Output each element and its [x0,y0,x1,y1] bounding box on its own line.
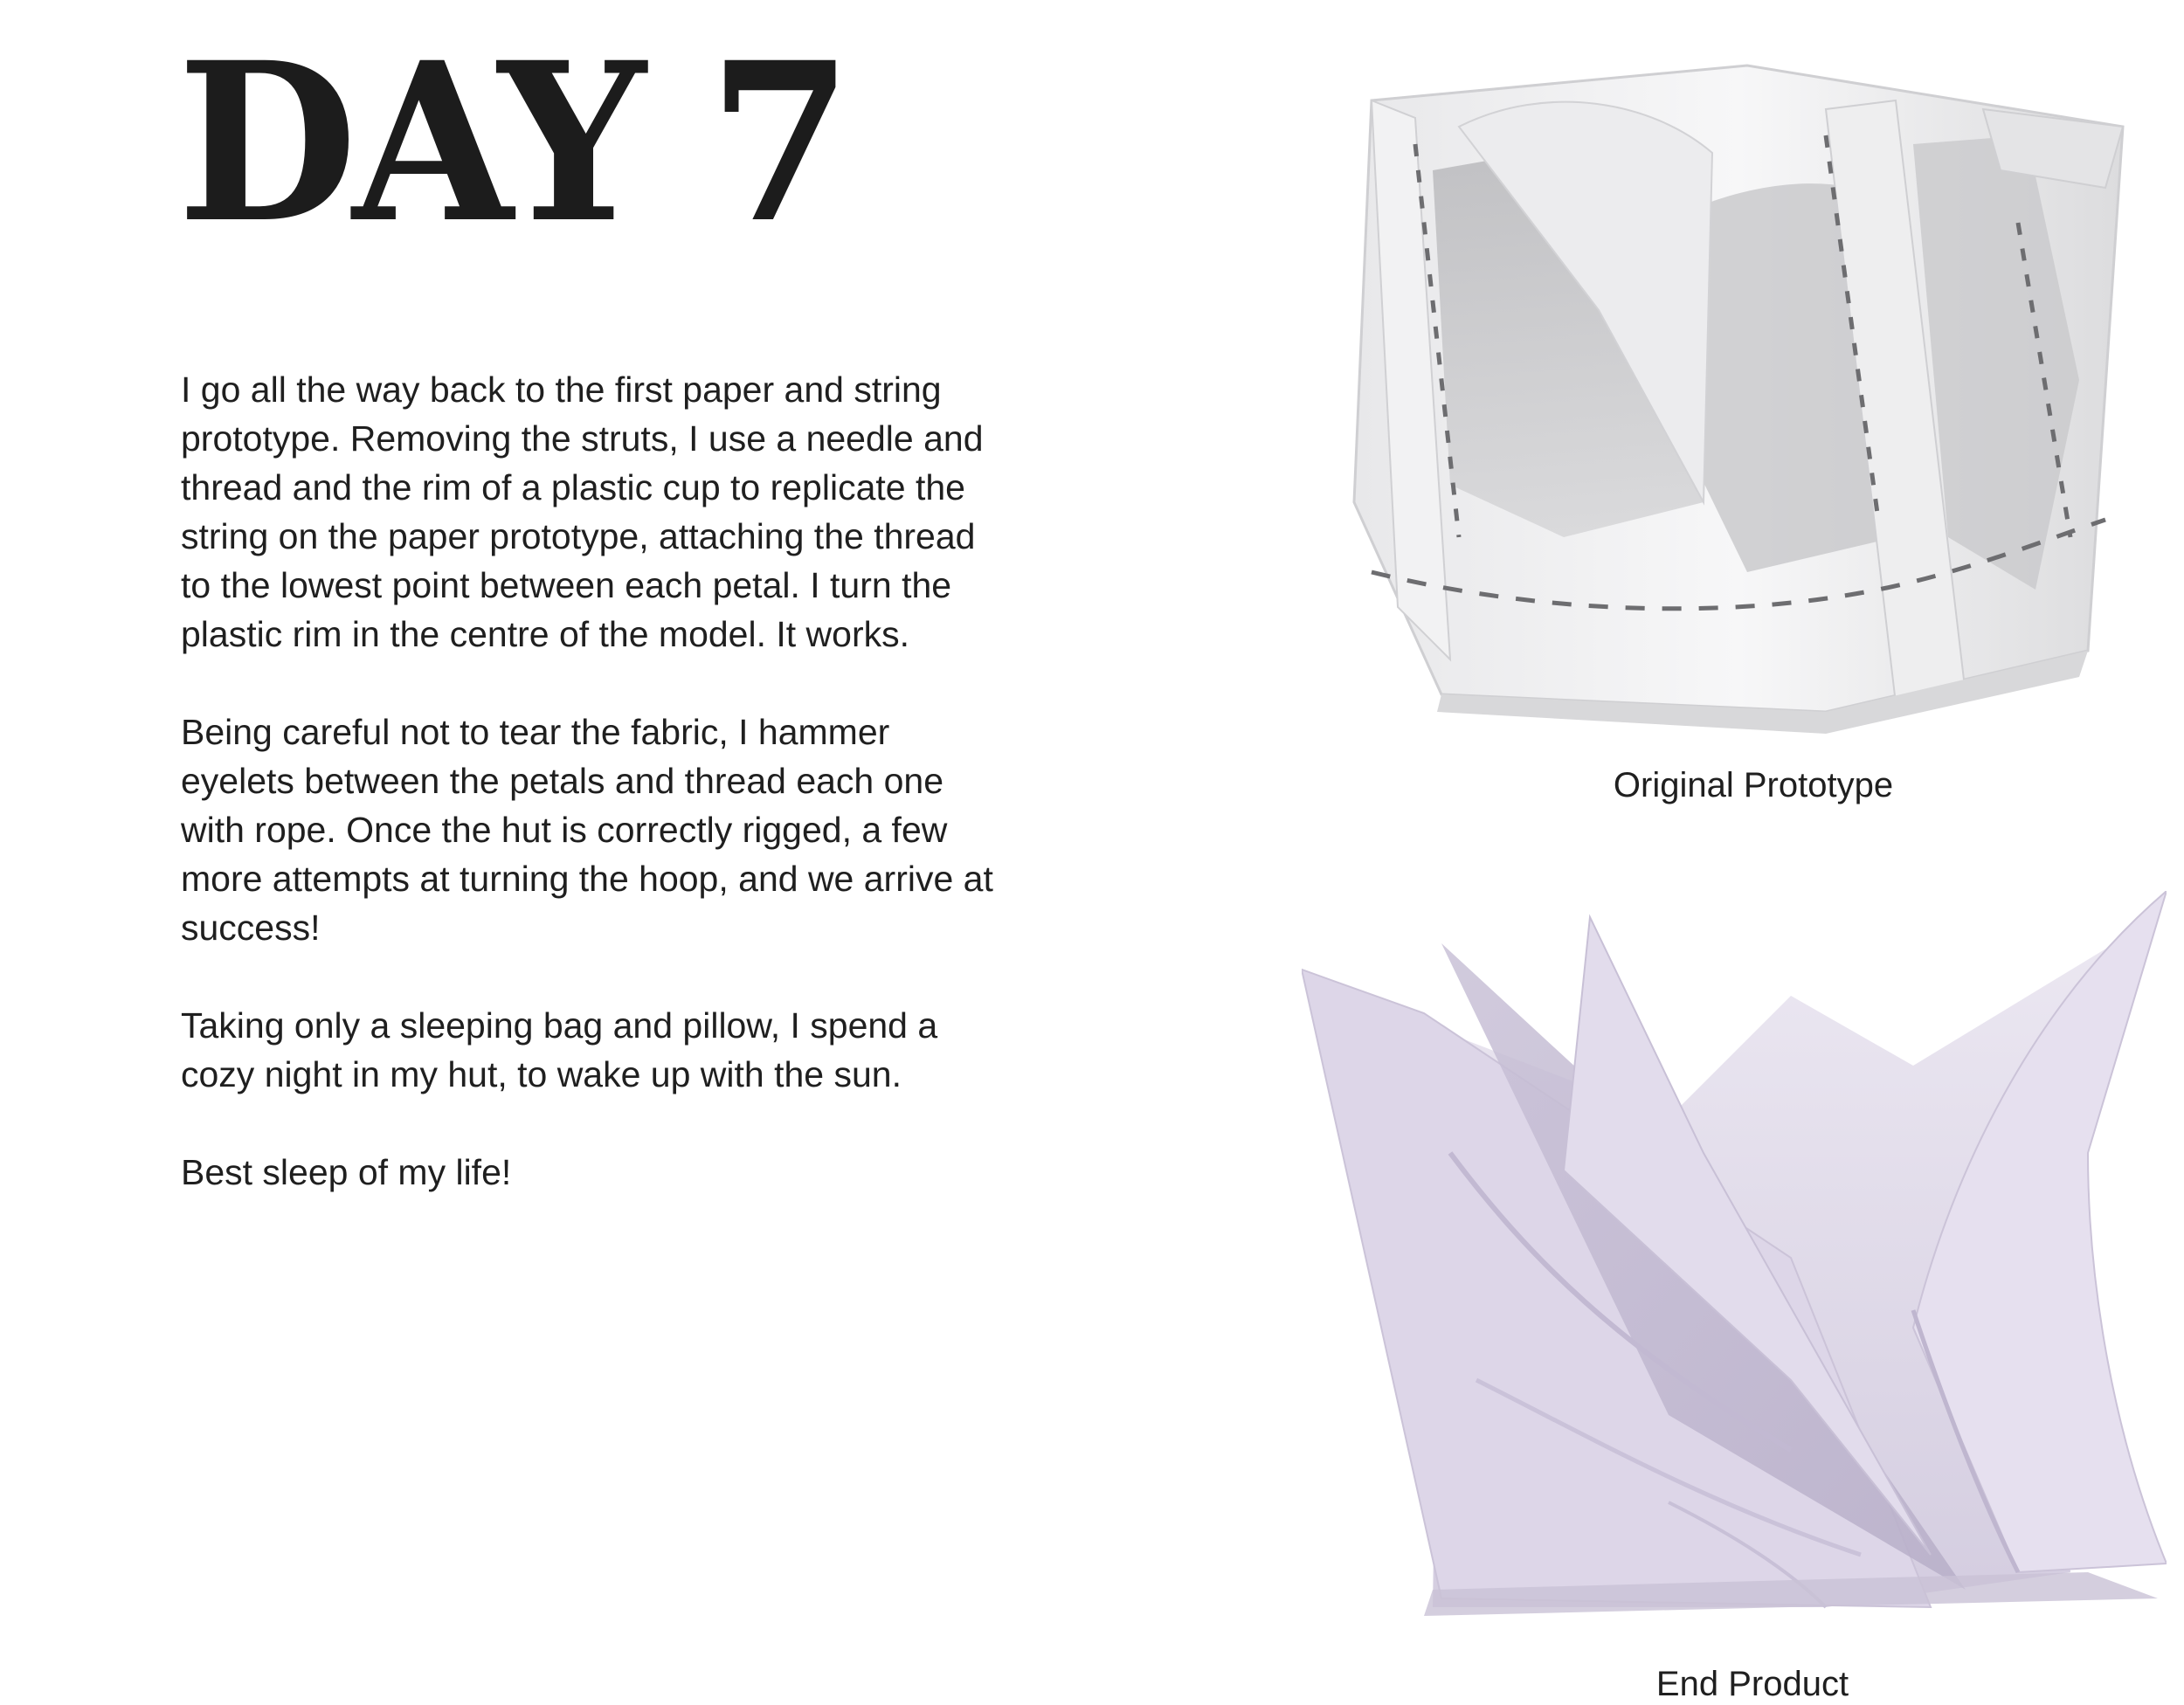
page-title: DAY 7 [177,14,848,271]
paragraph-3: Taking only a sleeping bag and pillow, I spend a cozy night in my hut, to wake up with the sun. [181,1005,938,1094]
prototype-caption: Original Prototype [1613,766,1894,804]
paper-prototype-illustration [1337,48,2140,738]
paragraph-2: Being careful not to tear the fabric, I hammer eyelets between the petals and thread each one with rope. Once the hut is correctly rigged, a few more attempts at turning the hoop, and we arrive at success! [181,712,993,948]
paragraph-4: Best sleep of my life! [181,1152,512,1192]
prototype-image [1337,48,2140,738]
fabric-hut-illustration [1302,891,2167,1625]
body-text [181,365,1002,1246]
paragraph-1: I go all the way back to the first paper and string prototype. Removing the struts, I use a needle and thread and the rim of a plastic cup to replicate the string on the paper prototype, attaching the thread to the lowest point between each petal. I turn the plastic rim in the centre of the model. It works. [181,369,984,654]
end-product-caption: End Product [1655,1665,1849,1703]
end-product-image [1302,891,2167,1625]
